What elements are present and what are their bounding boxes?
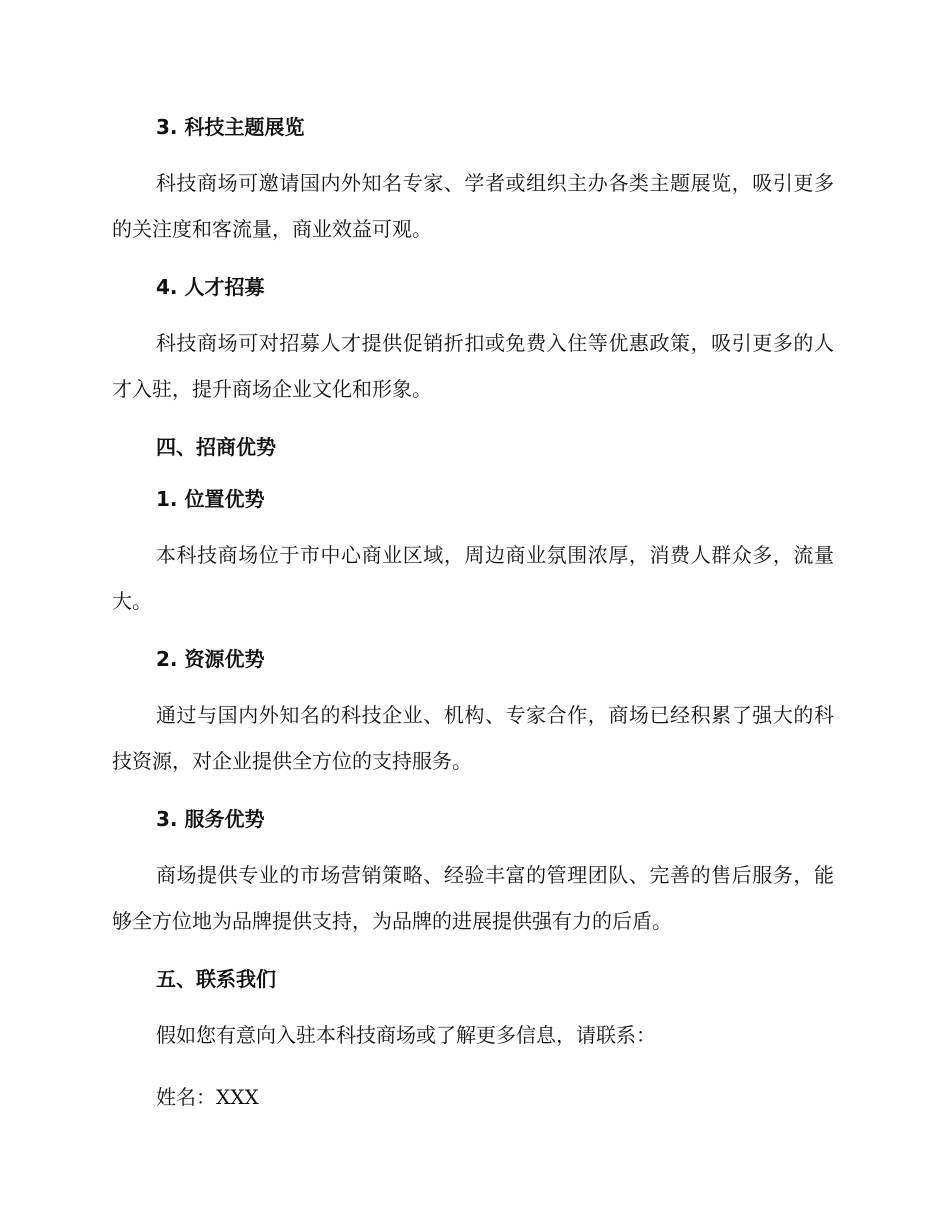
contact-name-line: 姓名：XXX xyxy=(156,1085,259,1109)
section-paragraph: 科技商场可对招募人才提供促销折扣或免费入住等优惠政策，吸引更多的人才入驻，提升商场企业文化和形象。 xyxy=(112,331,834,401)
section-resource-advantage xyxy=(112,640,834,800)
chapter-heading: 四、招商优势 xyxy=(156,435,276,459)
section-service-advantage xyxy=(112,800,834,960)
section-paragraph: 科技商场可邀请国内外知名专家、学者或组织主办各类主题展览，吸引更多的关注度和客流量，商业效益可观。 xyxy=(112,171,834,241)
section-location-advantage xyxy=(112,480,834,640)
section-paragraph: 通过与国内外知名的科技企业、机构、专家合作，商场已经积累了强大的科技资源，对企业提供全方位的支持服务。 xyxy=(112,703,834,773)
section-heading: 1. 位置优势 xyxy=(156,487,265,511)
section-heading: 3. 科技主题展览 xyxy=(156,115,305,139)
section-paragraph: 本科技商场位于市中心商业区域，周边商业氛围浓厚，消费人群众多，流量大。 xyxy=(112,543,834,613)
section-heading: 3. 服务优势 xyxy=(156,807,265,831)
section-talent-recruitment xyxy=(112,268,834,428)
section-contact-us xyxy=(112,960,834,1120)
section-heading: 2. 资源优势 xyxy=(156,647,265,671)
section-investment-advantages xyxy=(112,428,834,480)
chapter-heading: 五、联系我们 xyxy=(156,967,276,991)
section-paragraph: 商场提供专业的市场营销策略、经验丰富的管理团队、完善的售后服务，能够全方位地为品牌提供支持，为品牌的进展提供强有力的后盾。 xyxy=(112,863,834,933)
section-paragraph: 假如您有意向入驻本科技商场或了解更多信息，请联系： xyxy=(156,1023,656,1047)
section-tech-exhibition xyxy=(112,108,834,268)
document-content xyxy=(112,108,834,1120)
section-heading: 4. 人才招募 xyxy=(156,275,265,299)
